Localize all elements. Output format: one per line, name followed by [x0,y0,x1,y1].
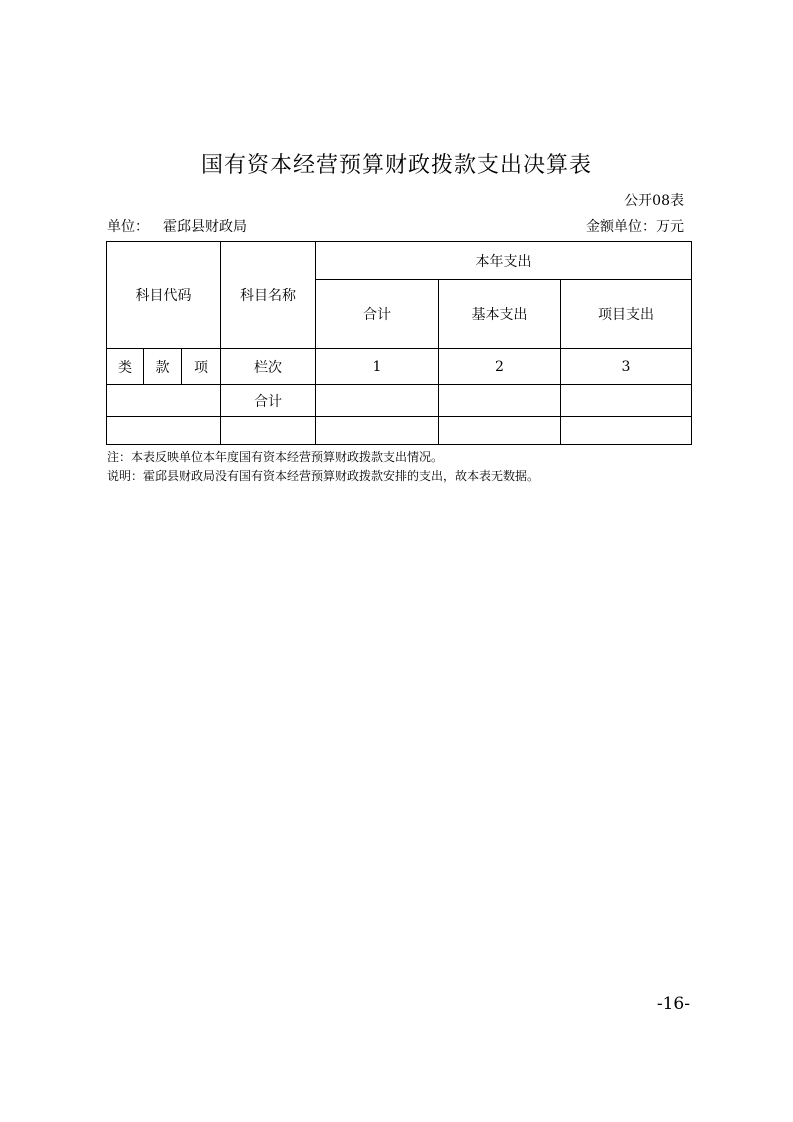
header-subject-name: 科目名称 [221,242,316,349]
unit-name: 霍邱县财政局 [163,219,247,235]
page-number: -16- [656,994,690,1014]
header-project-expenditure: 项目支出 [561,280,692,349]
header-item: 项 [182,349,221,385]
expenditure-table [106,241,692,445]
amount-unit: 金额单位：万元 [586,219,684,235]
header-total: 合计 [316,280,439,349]
header-category: 类 [107,349,144,385]
unit-label: 单位： [107,219,149,235]
page-title: 国有资本经营预算财政拨款支出决算表 [200,153,592,178]
table-cell [561,417,692,445]
column-number: 3 [561,349,692,385]
table-cell [439,417,561,445]
column-number: 2 [439,349,561,385]
table-cell [221,417,316,445]
table-cell [316,385,439,417]
notes [107,448,539,486]
header-column-index: 栏次 [221,349,316,385]
table-cell [107,385,221,417]
table-cell [316,417,439,445]
header-current-year-expenditure: 本年支出 [316,242,692,280]
unit-info [107,216,247,236]
row-total-label: 合计 [221,385,316,417]
table-header-row [107,242,692,280]
header-subject-code: 科目代码 [107,242,221,349]
table-row [107,417,692,445]
table-cell [107,417,221,445]
table-row [107,385,692,417]
column-number: 1 [316,349,439,385]
table-cell [561,385,692,417]
table-row [107,349,692,385]
form-number: 公开08表 [624,193,684,209]
header-basic-expenditure: 基本支出 [439,280,561,349]
note-line: 说明：霍邱县财政局没有国有资本经营预算财政拨款安排的支出，故本表无数据。 [107,469,540,483]
header-section: 款 [144,349,182,385]
table-cell [439,385,561,417]
note-line: 注：本表反映单位本年度国有资本经营预算财政拨款支出情况。 [107,450,444,464]
